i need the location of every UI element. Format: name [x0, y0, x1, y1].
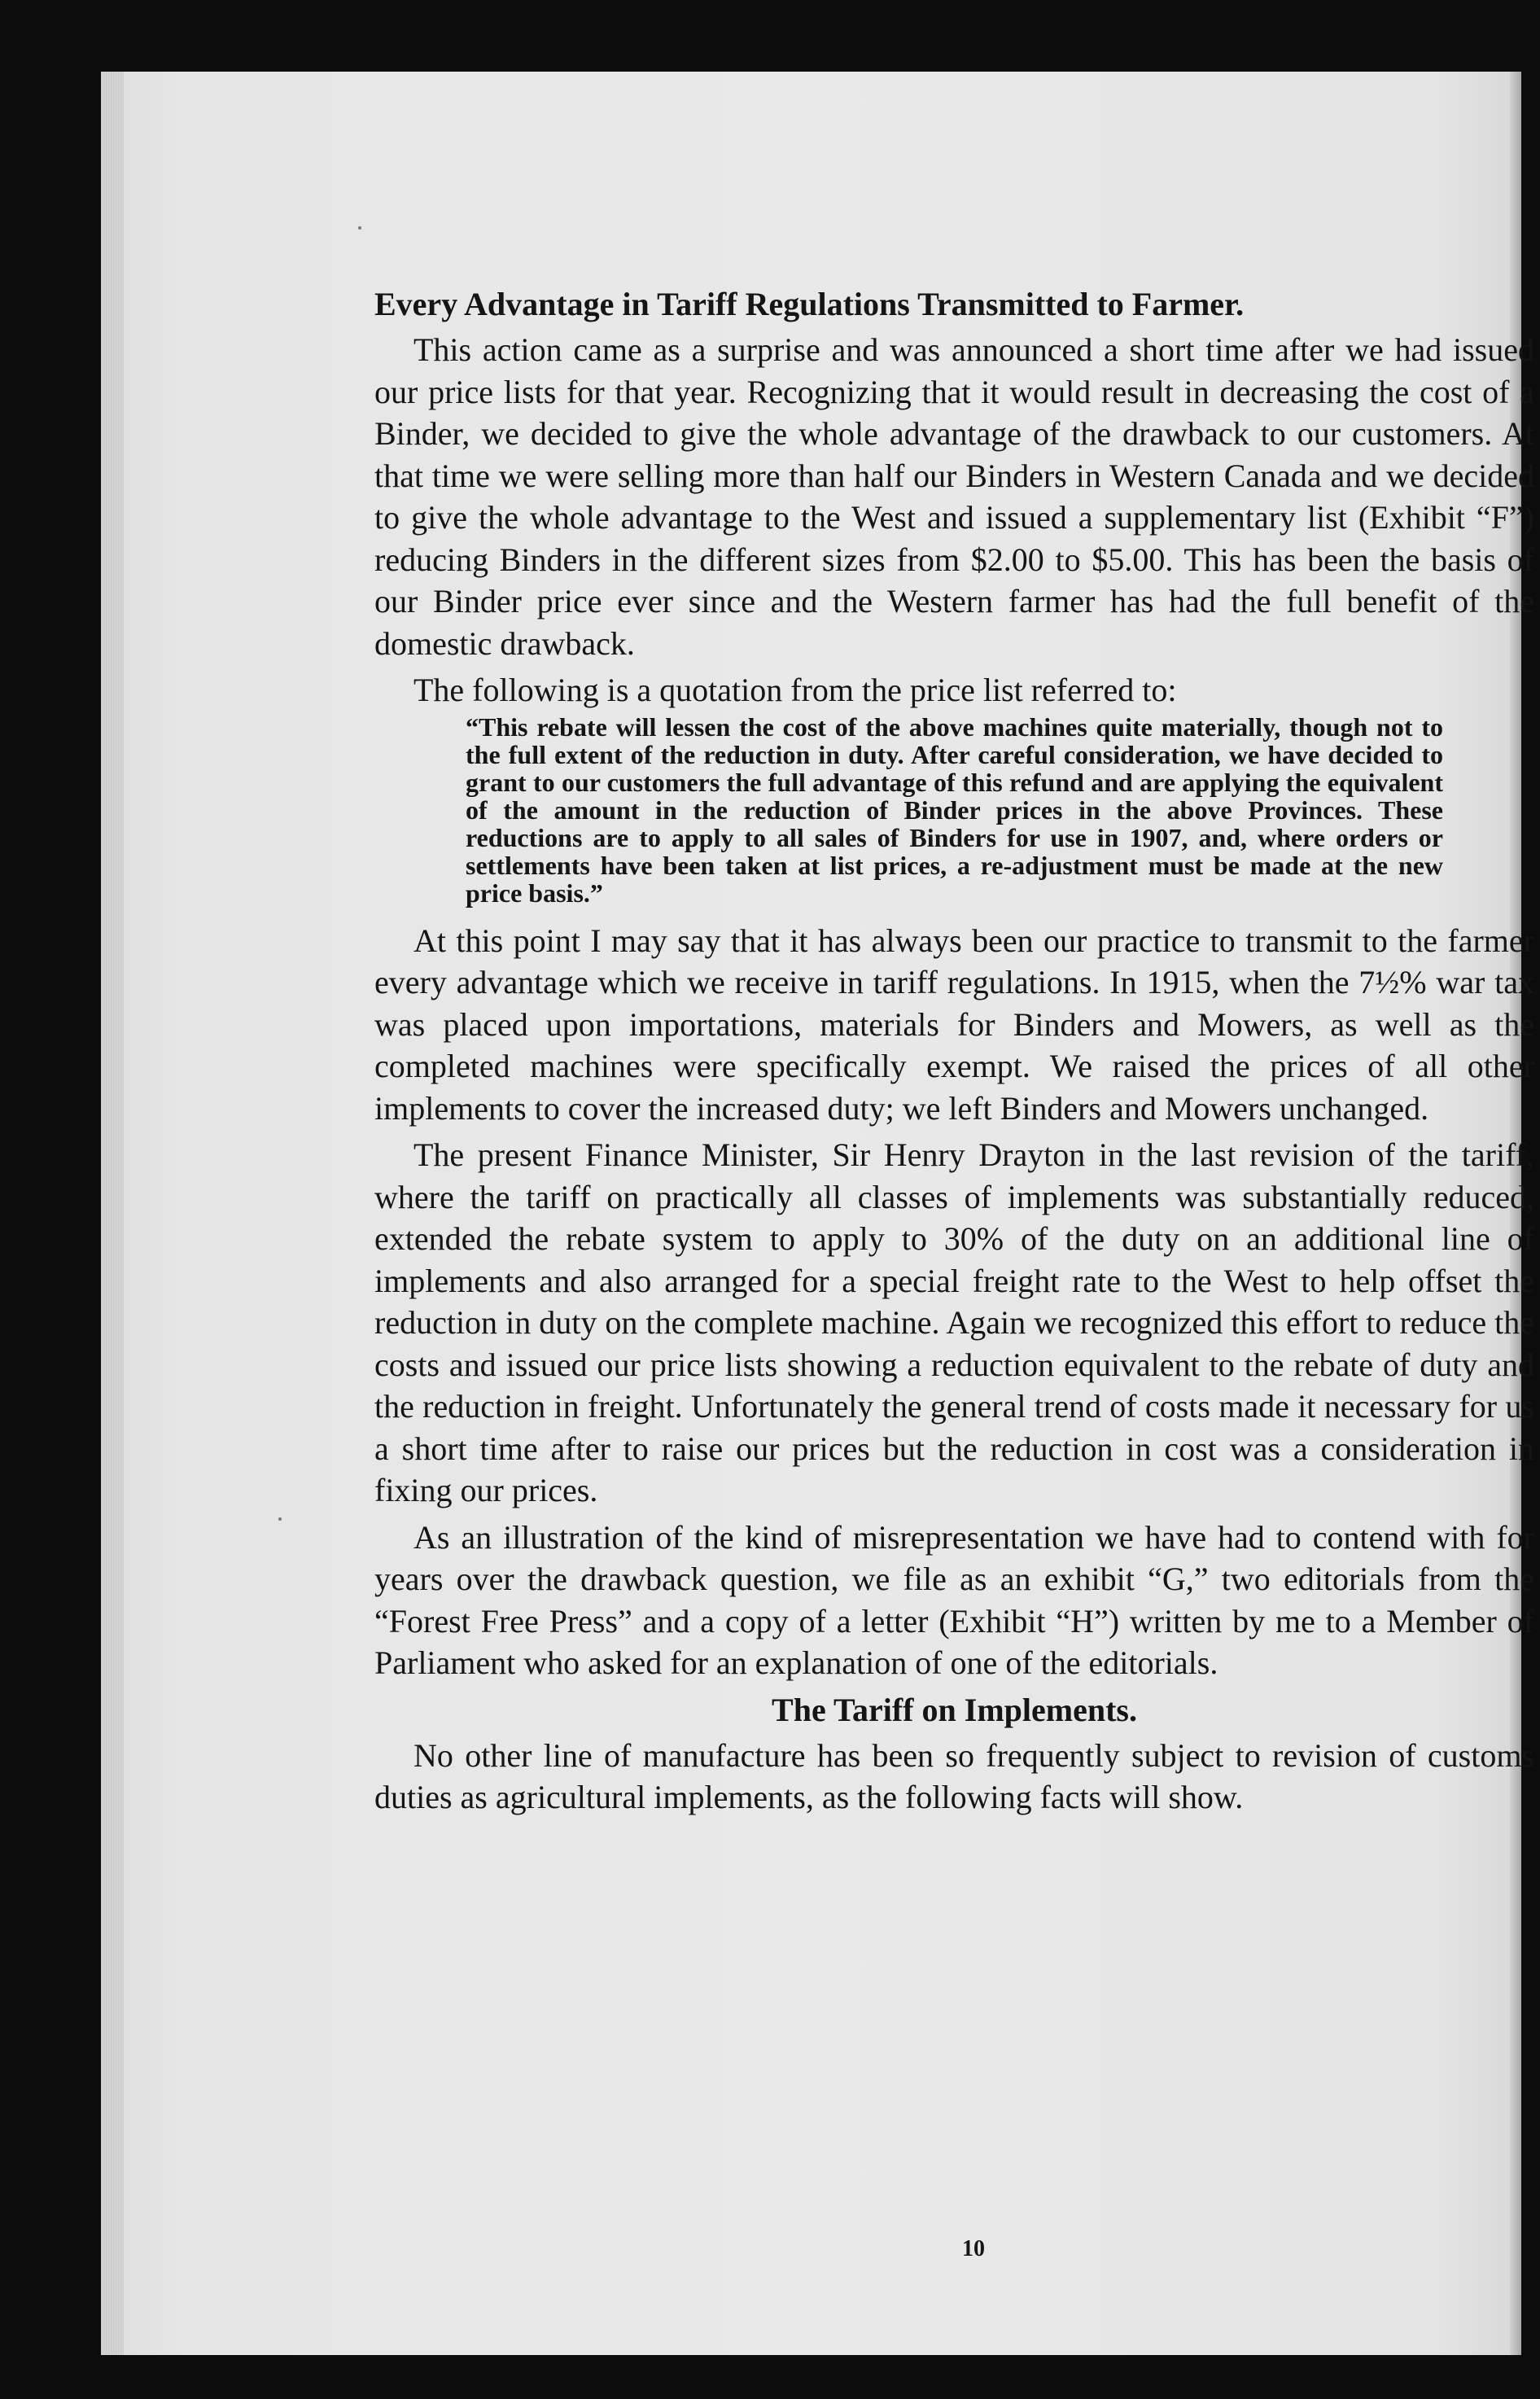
- page-number: 10: [962, 2236, 985, 2261]
- quotation-intro: The following is a quotation from the price list referred to:: [413, 672, 1177, 708]
- paragraph-manufacture: No other line of manufacture has been so frequently subject to revision of customs duties as agricultural implements, as the following facts will show.: [374, 1736, 1534, 1815]
- paragraph-finance-minister: The present Finance Minister, Sir Henry Drayton in the last revision of the tariff, where the tariff on practically all classes of implements was substantially reduced, extended the rebate system to apply to 30% of the duty on an additional line of implements and also arranged for a special freight rate to the West to help offset the reduction in duty on the complete machine. Again we recognized this effort to reduce the costs and issued our price lists showing a reduction equivalent to the rebate of duty and the reduction in freight. Unfortunately the general trend of costs made it necessary for us a short time after to raise our prices but the reduction in cost was a consideration in fixing our prices.: [374, 1136, 1534, 1508]
- section-heading-tariff: The Tariff on Implements.: [772, 1691, 1137, 1728]
- scanned-page: [101, 72, 1534, 2355]
- dust-speck: [358, 226, 361, 230]
- price-list-quotation: “This rebate will lessen the cost of the above machines quite materially, though not to the full extent of the reduction in duty. After careful consideration, we have decided to grant to our customers the full advantage of this refund and are applying the equivalent of the amount in the reduction of Binder prices in the above Provinces. These reductions are to apply to all sales of Binders for use in 1907, and, where orders or settlements have been taken at list prices, a re-adjustment must be made at the new price basis.”: [466, 711, 1443, 908]
- section-heading-advantage: Every Advantage in Tariff Regulations Transmitted to Farmer.: [374, 286, 1245, 322]
- dust-speck: [278, 1517, 282, 1521]
- page-left-edge: [101, 72, 124, 2355]
- paragraph-practice: At this point I may say that it has always been our practice to transmit to the farmer every advantage which we receive in tariff regulations. In 1915, when the 7½% war tax was placed upon importations, materials for Binders and Mowers, as well as the completed machines were specifically exempt. We raised the prices of all other implements to cover the increased duty; we left Binders and Mowers unchanged.: [374, 922, 1534, 1127]
- paragraph-misrepresentation: As an illustration of the kind of misrepresentation we have had to contend with for years over the drawback question, we file as an exhibit “G,” two editorials from the “Forest Free Press” and a copy of a letter (Exhibit “H”) written by me to a Member of Parliament who asked for an explanation of one of the editorials.: [374, 1518, 1534, 1681]
- page-text: [374, 226, 1534, 1823]
- paragraph-surprise-action: This action came as a surprise and was announced a short time after we had issued our price lists for that year. Recognizing that it would result in decreasing the cost of a Binder, we decided to give the whole advantage of the drawback to our customers. At that time we were selling more than half our Binders in Western Canada and we decided to give the whole advantage to the West and issued a supplementary list (Exhibit “F”) reducing Binders in the different sizes from $2.00 to $5.00. This has been the basis of our Binder price ever since and the Western farmer has had the full benefit of the domestic drawback.: [374, 331, 1534, 662]
